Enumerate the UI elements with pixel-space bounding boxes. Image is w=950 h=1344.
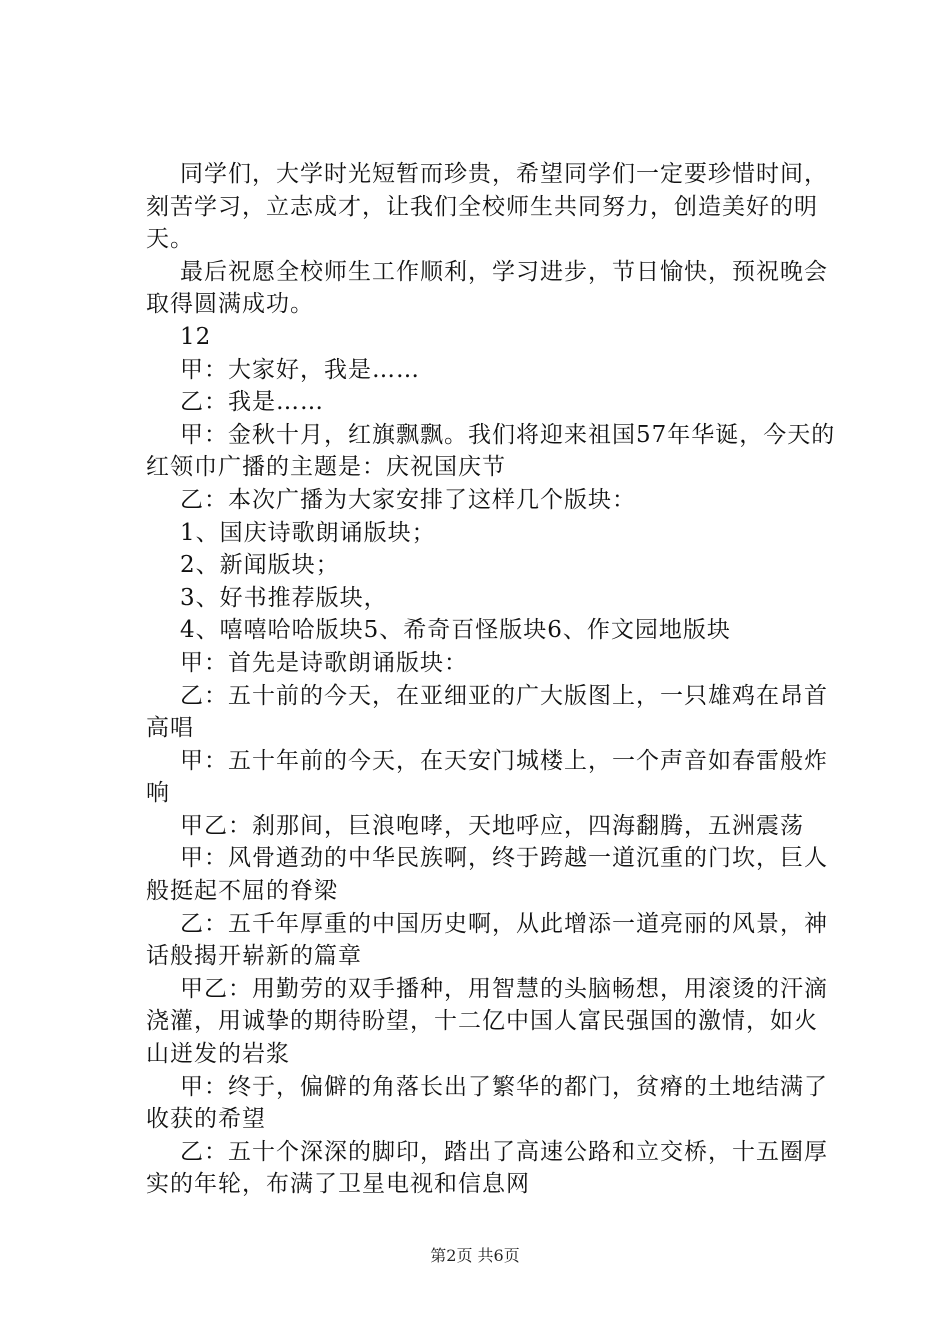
list-item: 4、嘻嘻哈哈版块5、希奇百怪版块6、作文园地版块 xyxy=(180,617,731,644)
paragraph: 最后祝愿全校师生工作顺利，学习进步，节日愉快，预祝晚会取得圆满成功。 xyxy=(146,258,828,318)
paragraph: 甲：大家好，我是…… xyxy=(180,356,420,383)
page-footer: 第2页 共6页 xyxy=(430,1246,520,1265)
paragraph: 甲乙：刹那间，巨浪咆哮，天地呼应，四海翻腾，五洲震荡 xyxy=(180,812,804,839)
list-item: 3、好书推荐版块， xyxy=(180,584,388,611)
paragraph: 乙：本次广播为大家安排了这样几个版块： xyxy=(180,486,636,513)
paragraph: 甲：风骨遒劲的中华民族啊，终于跨越一道沉重的门坎，巨人般挺起不屈的脊梁 xyxy=(146,845,828,905)
document-body xyxy=(146,158,836,1201)
paragraph: 甲：金秋十月，红旗飘飘。我们将迎来祖国57年华诞，今天的红领巾广播的主题是：庆祝国庆节 xyxy=(146,421,836,481)
paragraph: 甲：终于，偏僻的角落长出了繁华的都门，贫瘠的土地结满了收获的希望 xyxy=(146,1073,828,1133)
list-item: 1、国庆诗歌朗诵版块； xyxy=(180,519,436,546)
paragraph: 乙：五十个深深的脚印，踏出了高速公路和立交桥，十五圈厚实的年轮，布满了卫星电视和信息网 xyxy=(146,1138,828,1198)
paragraph: 甲：五十年前的今天，在天安门城楼上，一个声音如春雷般炸响 xyxy=(146,747,828,807)
paragraph: 乙：五十前的今天，在亚细亚的广大版图上，一只雄鸡在昂首高唱 xyxy=(146,682,828,742)
paragraph: 乙：我是…… xyxy=(180,389,324,416)
paragraph: 12 xyxy=(180,323,212,350)
paragraph: 同学们，大学时光短暂而珍贵，希望同学们一定要珍惜时间，刻苦学习，立志成才，让我们全校师生共同努力，创造美好的明天。 xyxy=(146,161,828,253)
paragraph: 甲乙：用勤劳的双手播种，用智慧的头脑畅想，用滚烫的汗滴浇灌，用诚挚的期待盼望，十二亿中国人富民强国的激情，如火山迸发的岩浆 xyxy=(146,975,828,1068)
list-item: 2、新闻版块； xyxy=(180,552,340,579)
paragraph: 甲：首先是诗歌朗诵版块： xyxy=(180,649,468,676)
paragraph: 乙：五千年厚重的中国历史啊，从此增添一道亮丽的风景，神话般揭开崭新的篇章 xyxy=(146,910,828,970)
